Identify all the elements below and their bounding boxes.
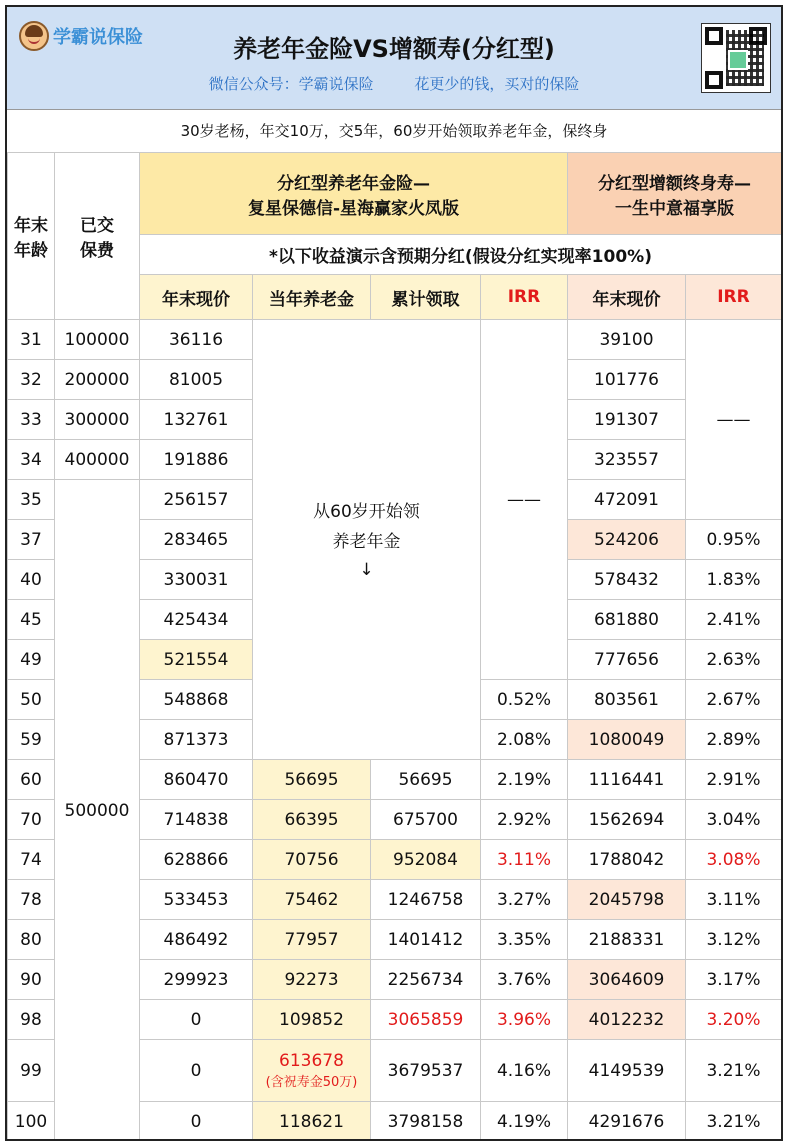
cash-value-b-cell: 323557	[568, 440, 686, 480]
irr-b-cell: 2.89%	[686, 720, 782, 760]
pension-cell	[253, 1040, 371, 1102]
irr-a-cell: 2.19%	[481, 760, 568, 800]
cash-value-b-cell: 524206	[568, 520, 686, 560]
pension-cell	[253, 840, 371, 880]
age-cell: 99	[8, 1040, 55, 1102]
cumulative-cell: 2256734	[371, 960, 481, 1000]
cash-value-b-cell: 4291676	[568, 1102, 686, 1142]
cash-value-b-cell: 578432	[568, 560, 686, 600]
cash-value-b-cell: 2188331	[568, 920, 686, 960]
cash-value-a-cell: 0	[140, 1102, 253, 1142]
irr-a-cell: 4.19%	[481, 1102, 568, 1142]
age-cell: 49	[8, 640, 55, 680]
age-header: 年末 年龄	[8, 153, 55, 320]
age-cell: 70	[8, 800, 55, 840]
age-cell: 100	[8, 1102, 55, 1142]
cumulative-cell: 3065859	[371, 1000, 481, 1040]
age-cell: 80	[8, 920, 55, 960]
col-annual-pension: 当年养老金	[253, 275, 371, 320]
irr-b-cell: 0.95%	[686, 520, 782, 560]
annuity-text-2: 养老年金	[332, 531, 401, 552]
irr-a-cell: 2.08%	[481, 720, 568, 760]
cash-value-b-cell: 2045798	[568, 880, 686, 920]
cash-value-b-cell: 101776	[568, 360, 686, 400]
pension-note: (含祝寿金50万)	[265, 1075, 358, 1090]
irr-b-cell: 2.67%	[686, 680, 782, 720]
cumulative-cell: 3798158	[371, 1102, 481, 1142]
irr-b-cell: 2.63%	[686, 640, 782, 680]
cash-value-a-cell: 191886	[140, 440, 253, 480]
irr-b-cell: 3.21%	[686, 1102, 782, 1142]
irr-b-cell: 3.21%	[686, 1040, 782, 1102]
cash-value-a-cell: 0	[140, 1040, 253, 1102]
irr-b-cell: 2.41%	[686, 600, 782, 640]
irr-b-cell: 3.11%	[686, 880, 782, 920]
age-cell: 33	[8, 400, 55, 440]
age-cell: 78	[8, 880, 55, 920]
col-cumulative: 累计领取	[371, 275, 481, 320]
pension-value: 92273	[284, 969, 339, 990]
col-cash-value-b: 年末现价	[568, 275, 686, 320]
pension-cell	[253, 800, 371, 840]
age-cell: 60	[8, 760, 55, 800]
paid-cell: 100000	[55, 320, 140, 360]
subtitle	[7, 73, 781, 94]
table-row	[8, 320, 782, 360]
pension-cell	[253, 960, 371, 1000]
pension-value: 109852	[279, 1009, 344, 1030]
cash-value-a-cell: 36116	[140, 320, 253, 360]
age-cell: 40	[8, 560, 55, 600]
comparison-table	[7, 152, 782, 1141]
cash-value-a-cell: 533453	[140, 880, 253, 920]
cash-value-a-cell: 256157	[140, 480, 253, 520]
pension-value: 66395	[284, 809, 339, 830]
cash-value-b-cell: 1788042	[568, 840, 686, 880]
pension-value: 56695	[284, 769, 339, 790]
cumulative-cell: 1246758	[371, 880, 481, 920]
paid-cell-merged: 500000	[55, 480, 140, 1142]
irr-b-cell: 3.12%	[686, 920, 782, 960]
cash-value-a-cell: 486492	[140, 920, 253, 960]
cash-value-b-cell: 1080049	[568, 720, 686, 760]
paid-cell: 400000	[55, 440, 140, 480]
paid-cell: 200000	[55, 360, 140, 400]
comparison-sheet	[5, 5, 783, 1141]
product-a-header: 分红型养老年金险— 复星保德信-星海赢家火凤版	[140, 153, 568, 235]
cash-value-a-cell: 330031	[140, 560, 253, 600]
irr-b-cell: 3.04%	[686, 800, 782, 840]
cash-value-a-cell: 0	[140, 1000, 253, 1040]
pension-cell	[253, 1000, 371, 1040]
age-cell: 50	[8, 680, 55, 720]
cash-value-b-cell: 191307	[568, 400, 686, 440]
col-irr-a: IRR	[481, 275, 568, 320]
age-cell: 90	[8, 960, 55, 1000]
pension-value: 75462	[284, 889, 339, 910]
pension-value: 70756	[284, 849, 339, 870]
pension-cell	[253, 920, 371, 960]
cash-value-b-cell: 4149539	[568, 1040, 686, 1102]
cash-value-b-cell: 4012232	[568, 1000, 686, 1040]
irr-b-cell: 3.08%	[686, 840, 782, 880]
cash-value-a-cell: 860470	[140, 760, 253, 800]
cash-value-b-cell: 803561	[568, 680, 686, 720]
page-title: 养老年金险VS增额寿(分红型)	[233, 35, 555, 63]
cash-value-b-cell: 472091	[568, 480, 686, 520]
irr-b-cell: 2.91%	[686, 760, 782, 800]
pension-value: 613678	[279, 1051, 344, 1071]
age-cell: 74	[8, 840, 55, 880]
age-cell: 35	[8, 480, 55, 520]
pension-cell	[253, 760, 371, 800]
dividend-note: *以下收益演示含预期分红(假设分红实现率100%)	[140, 235, 782, 275]
cash-value-a-cell: 548868	[140, 680, 253, 720]
pension-cell	[253, 880, 371, 920]
age-cell: 45	[8, 600, 55, 640]
annuity-text-1: 从60岁开始领	[313, 501, 420, 522]
irr-a-cell: 3.27%	[481, 880, 568, 920]
cash-value-b-cell: 1562694	[568, 800, 686, 840]
irr-a-cell: 3.35%	[481, 920, 568, 960]
irr-a-cell: 4.16%	[481, 1040, 568, 1102]
cash-value-a-cell: 628866	[140, 840, 253, 880]
cumulative-cell: 3679537	[371, 1040, 481, 1102]
pension-cell	[253, 1102, 371, 1142]
age-cell: 37	[8, 520, 55, 560]
cash-value-b-cell: 3064609	[568, 960, 686, 1000]
irr-a-cell: 3.76%	[481, 960, 568, 1000]
irr-a-cell: 3.11%	[481, 840, 568, 880]
product-b-header: 分红型增额终身寿— 一生中意福享版	[568, 153, 782, 235]
age-cell: 98	[8, 1000, 55, 1040]
slogan: 花更少的钱，买对的保险	[414, 75, 580, 93]
paid-cell: 300000	[55, 400, 140, 440]
annuity-start-merged	[253, 320, 481, 760]
pension-value: 118621	[279, 1111, 344, 1132]
logo-text: 学霸说保险	[53, 27, 143, 48]
cash-value-a-cell: 521554	[140, 640, 253, 680]
irr-a-cell: 3.96%	[481, 1000, 568, 1040]
cash-value-b-cell: 681880	[568, 600, 686, 640]
cash-value-b-cell: 1116441	[568, 760, 686, 800]
cash-value-a-cell: 714838	[140, 800, 253, 840]
col-irr-b: IRR	[686, 275, 782, 320]
age-cell: 31	[8, 320, 55, 360]
cash-value-a-cell: 299923	[140, 960, 253, 1000]
col-cash-value-a: 年末现价	[140, 275, 253, 320]
cumulative-cell: 56695	[371, 760, 481, 800]
age-cell: 32	[8, 360, 55, 400]
irr-b-dash: ——	[686, 320, 782, 520]
cash-value-a-cell: 871373	[140, 720, 253, 760]
age-cell: 59	[8, 720, 55, 760]
wechat-account: 微信公众号：学霸说保险	[208, 75, 374, 93]
cash-value-a-cell: 283465	[140, 520, 253, 560]
cash-value-a-cell: 81005	[140, 360, 253, 400]
age-cell: 34	[8, 440, 55, 480]
irr-b-cell: 1.83%	[686, 560, 782, 600]
cumulative-cell: 952084	[371, 840, 481, 880]
cumulative-cell: 1401412	[371, 920, 481, 960]
cash-value-b-cell: 777656	[568, 640, 686, 680]
irr-a-cell: 0.52%	[481, 680, 568, 720]
irr-a-dash: ——	[481, 320, 568, 680]
cash-value-a-cell: 425434	[140, 600, 253, 640]
cash-value-a-cell: 132761	[140, 400, 253, 440]
irr-a-cell: 2.92%	[481, 800, 568, 840]
irr-b-cell: 3.20%	[686, 1000, 782, 1040]
header-banner	[7, 7, 781, 110]
irr-b-cell: 3.17%	[686, 960, 782, 1000]
paid-premium-header: 已交 保费	[55, 153, 140, 320]
scenario-note: 30岁老杨，年交10万，交5年，60岁开始领取养老年金，保终身	[7, 110, 781, 153]
pension-value: 77957	[284, 929, 339, 950]
qr-code-icon	[701, 23, 771, 93]
cumulative-cell: 675700	[371, 800, 481, 840]
down-arrow-icon: ↓	[359, 559, 374, 580]
cash-value-b-cell: 39100	[568, 320, 686, 360]
